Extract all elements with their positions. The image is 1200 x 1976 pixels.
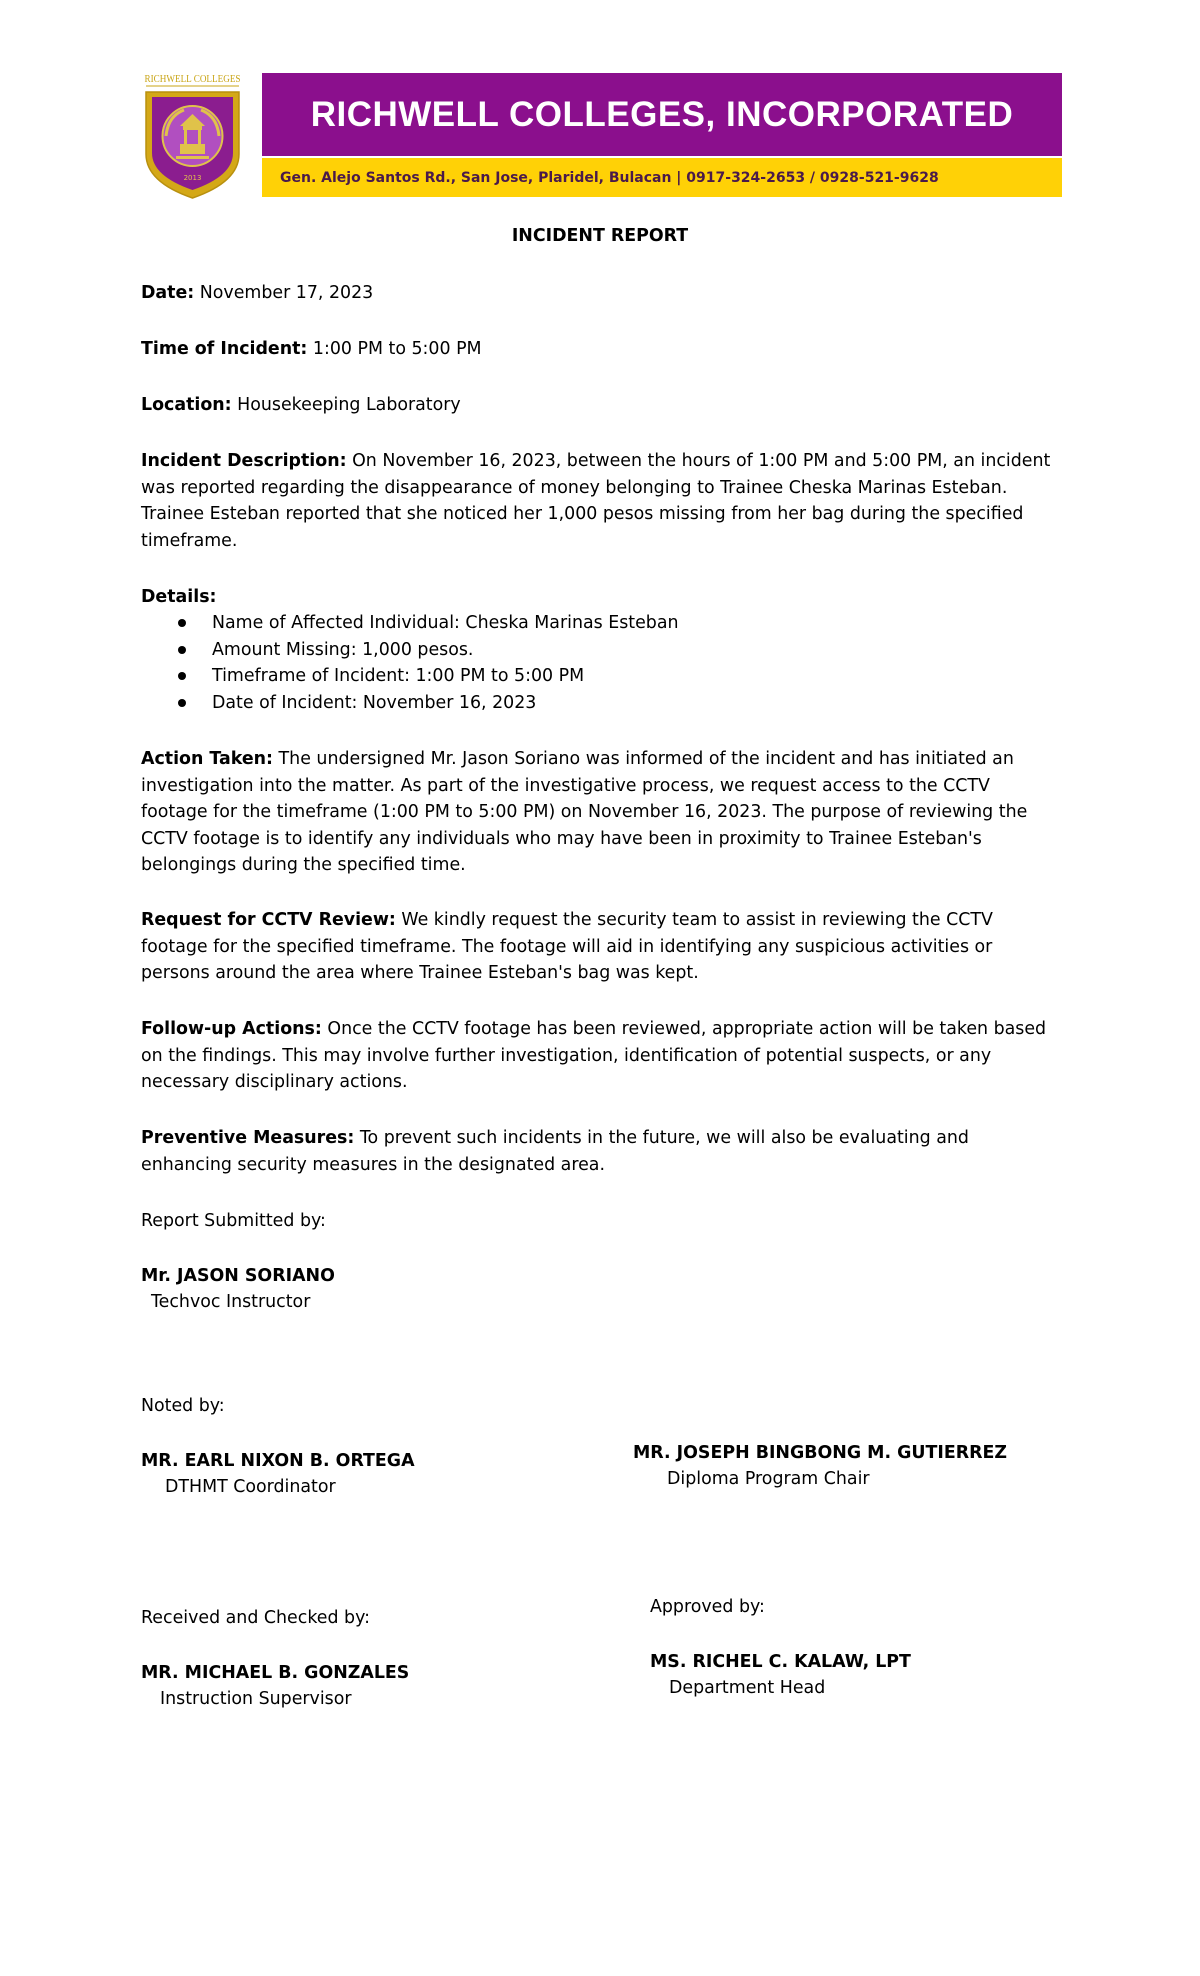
followup-text: Once the CCTV footage has been reviewed, appropriate action will be taken based on the findings. This may involve further investigation, identification of potential suspects, or any necessary disciplinary actions.: [141, 1019, 1047, 1093]
bullet-icon: [178, 646, 186, 654]
preventive-label: Preventive Measures:: [141, 1128, 355, 1148]
detail-text: Timeframe of Incident: 1:00 PM to 5:00 PM: [212, 666, 585, 687]
follow-up-actions: [141, 1016, 1061, 1096]
bullet-icon: [178, 699, 186, 707]
cctv-text: We kindly request the security team to assist in reviewing the CCTV footage for the specified timeframe. The footage will aid in identifying any suspicious activities or persons around the area where Trainee Esteban's bag was kept.: [141, 910, 993, 984]
date-label: Date:: [141, 283, 195, 303]
noted-by-name-2: MR. JOSEPH BINGBONG M. GUTIERREZ: [633, 1443, 1008, 1463]
detail-text: Amount Missing: 1,000 pesos.: [212, 639, 474, 660]
school-name: RICHWELL COLLEGES, INCORPORATED: [310, 94, 1014, 134]
description-text: On November 16, 2023, between the hours of 1:00 PM and 5:00 PM, an incident was reported regarding the disappearance of money belonging to Trainee Cheska Marinas Esteban. Trainee Esteban reported that she noticed her 1,000 pesos missing from her bag during the specified timeframe.: [141, 451, 1051, 551]
bullet-icon: [178, 619, 186, 627]
logo-year: 2013: [183, 174, 202, 182]
submitted-by-name: Mr. JASON SORIANO: [141, 1266, 335, 1286]
list-item: [141, 690, 1041, 717]
details-label: Details:: [141, 587, 217, 607]
approved-by-name: MS. RICHEL C. KALAW, LPT: [650, 1652, 911, 1672]
received-by-role: Instruction Supervisor: [160, 1689, 352, 1709]
noted-by-role-2: Diploma Program Chair: [667, 1469, 870, 1489]
preventive-measures: [141, 1125, 1061, 1178]
cctv-label: Request for CCTV Review:: [141, 910, 396, 930]
submitted-by-role: Techvoc Instructor: [151, 1292, 311, 1312]
school-address: Gen. Alejo Santos Rd., San Jose, Plaridel, Bulacan | 0917-324-2653 / 0928-521-9628: [280, 169, 939, 186]
preventive-text: To prevent such incidents in the future, we will also be evaluating and enhancing security measures in the designated area.: [141, 1128, 969, 1175]
time-value: 1:00 PM to 5:00 PM: [312, 339, 482, 359]
received-by-name: MR. MICHAEL B. GONZALES: [141, 1663, 410, 1683]
action-label: Action Taken:: [141, 749, 274, 769]
incident-description: [141, 448, 1061, 554]
school-crest-logo: [140, 70, 245, 200]
submitted-by-label: Report Submitted by:: [141, 1211, 326, 1231]
cctv-request: [141, 907, 1061, 987]
details-list: [141, 610, 1041, 716]
header-band: [262, 73, 1062, 156]
action-text: The undersigned Mr. Jason Soriano was informed of the incident and has initiated an investigation into the matter. As part of the investigative process, we request access to the CCTV footage for the timeframe (1:00 PM to 5:00 PM) on November 16, 2023. The purpose of reviewing the CCTV footage is to identify any individuals who may have been in proximity to Trainee Esteban's belongings during the specified time.: [141, 749, 1028, 876]
action-taken: [141, 746, 1061, 879]
noted-by-role-1: DTHMT Coordinator: [165, 1477, 336, 1497]
followup-label: Follow-up Actions:: [141, 1019, 322, 1039]
approved-by-label: Approved by:: [650, 1597, 765, 1617]
location-label: Location:: [141, 395, 232, 415]
date-value: November 17, 2023: [199, 283, 374, 303]
time-line: [141, 336, 1061, 363]
header-address-strip: [262, 158, 1062, 197]
date-line: [141, 280, 1061, 307]
logo-wordmark: RICHWELL COLLEGES: [144, 73, 241, 85]
noted-by-name-1: MR. EARL NIXON B. ORTEGA: [141, 1451, 415, 1471]
list-item: [141, 663, 1041, 690]
bullet-icon: [178, 672, 186, 680]
list-item: [141, 610, 1041, 637]
details-heading: [141, 584, 1061, 611]
received-by-label: Received and Checked by:: [141, 1608, 370, 1628]
location-value: Housekeeping Laboratory: [237, 395, 461, 415]
detail-text: Name of Affected Individual: Cheska Marinas Esteban: [212, 613, 679, 633]
detail-text: Date of Incident: November 16, 2023: [212, 692, 537, 713]
time-label: Time of Incident:: [141, 339, 308, 359]
description-label: Incident Description:: [141, 451, 347, 471]
approved-by-role: Department Head: [669, 1678, 826, 1698]
report-title: INCIDENT REPORT: [511, 226, 689, 246]
noted-by-label: Noted by:: [141, 1396, 225, 1416]
location-line: [141, 392, 1061, 419]
list-item: [141, 637, 1041, 664]
